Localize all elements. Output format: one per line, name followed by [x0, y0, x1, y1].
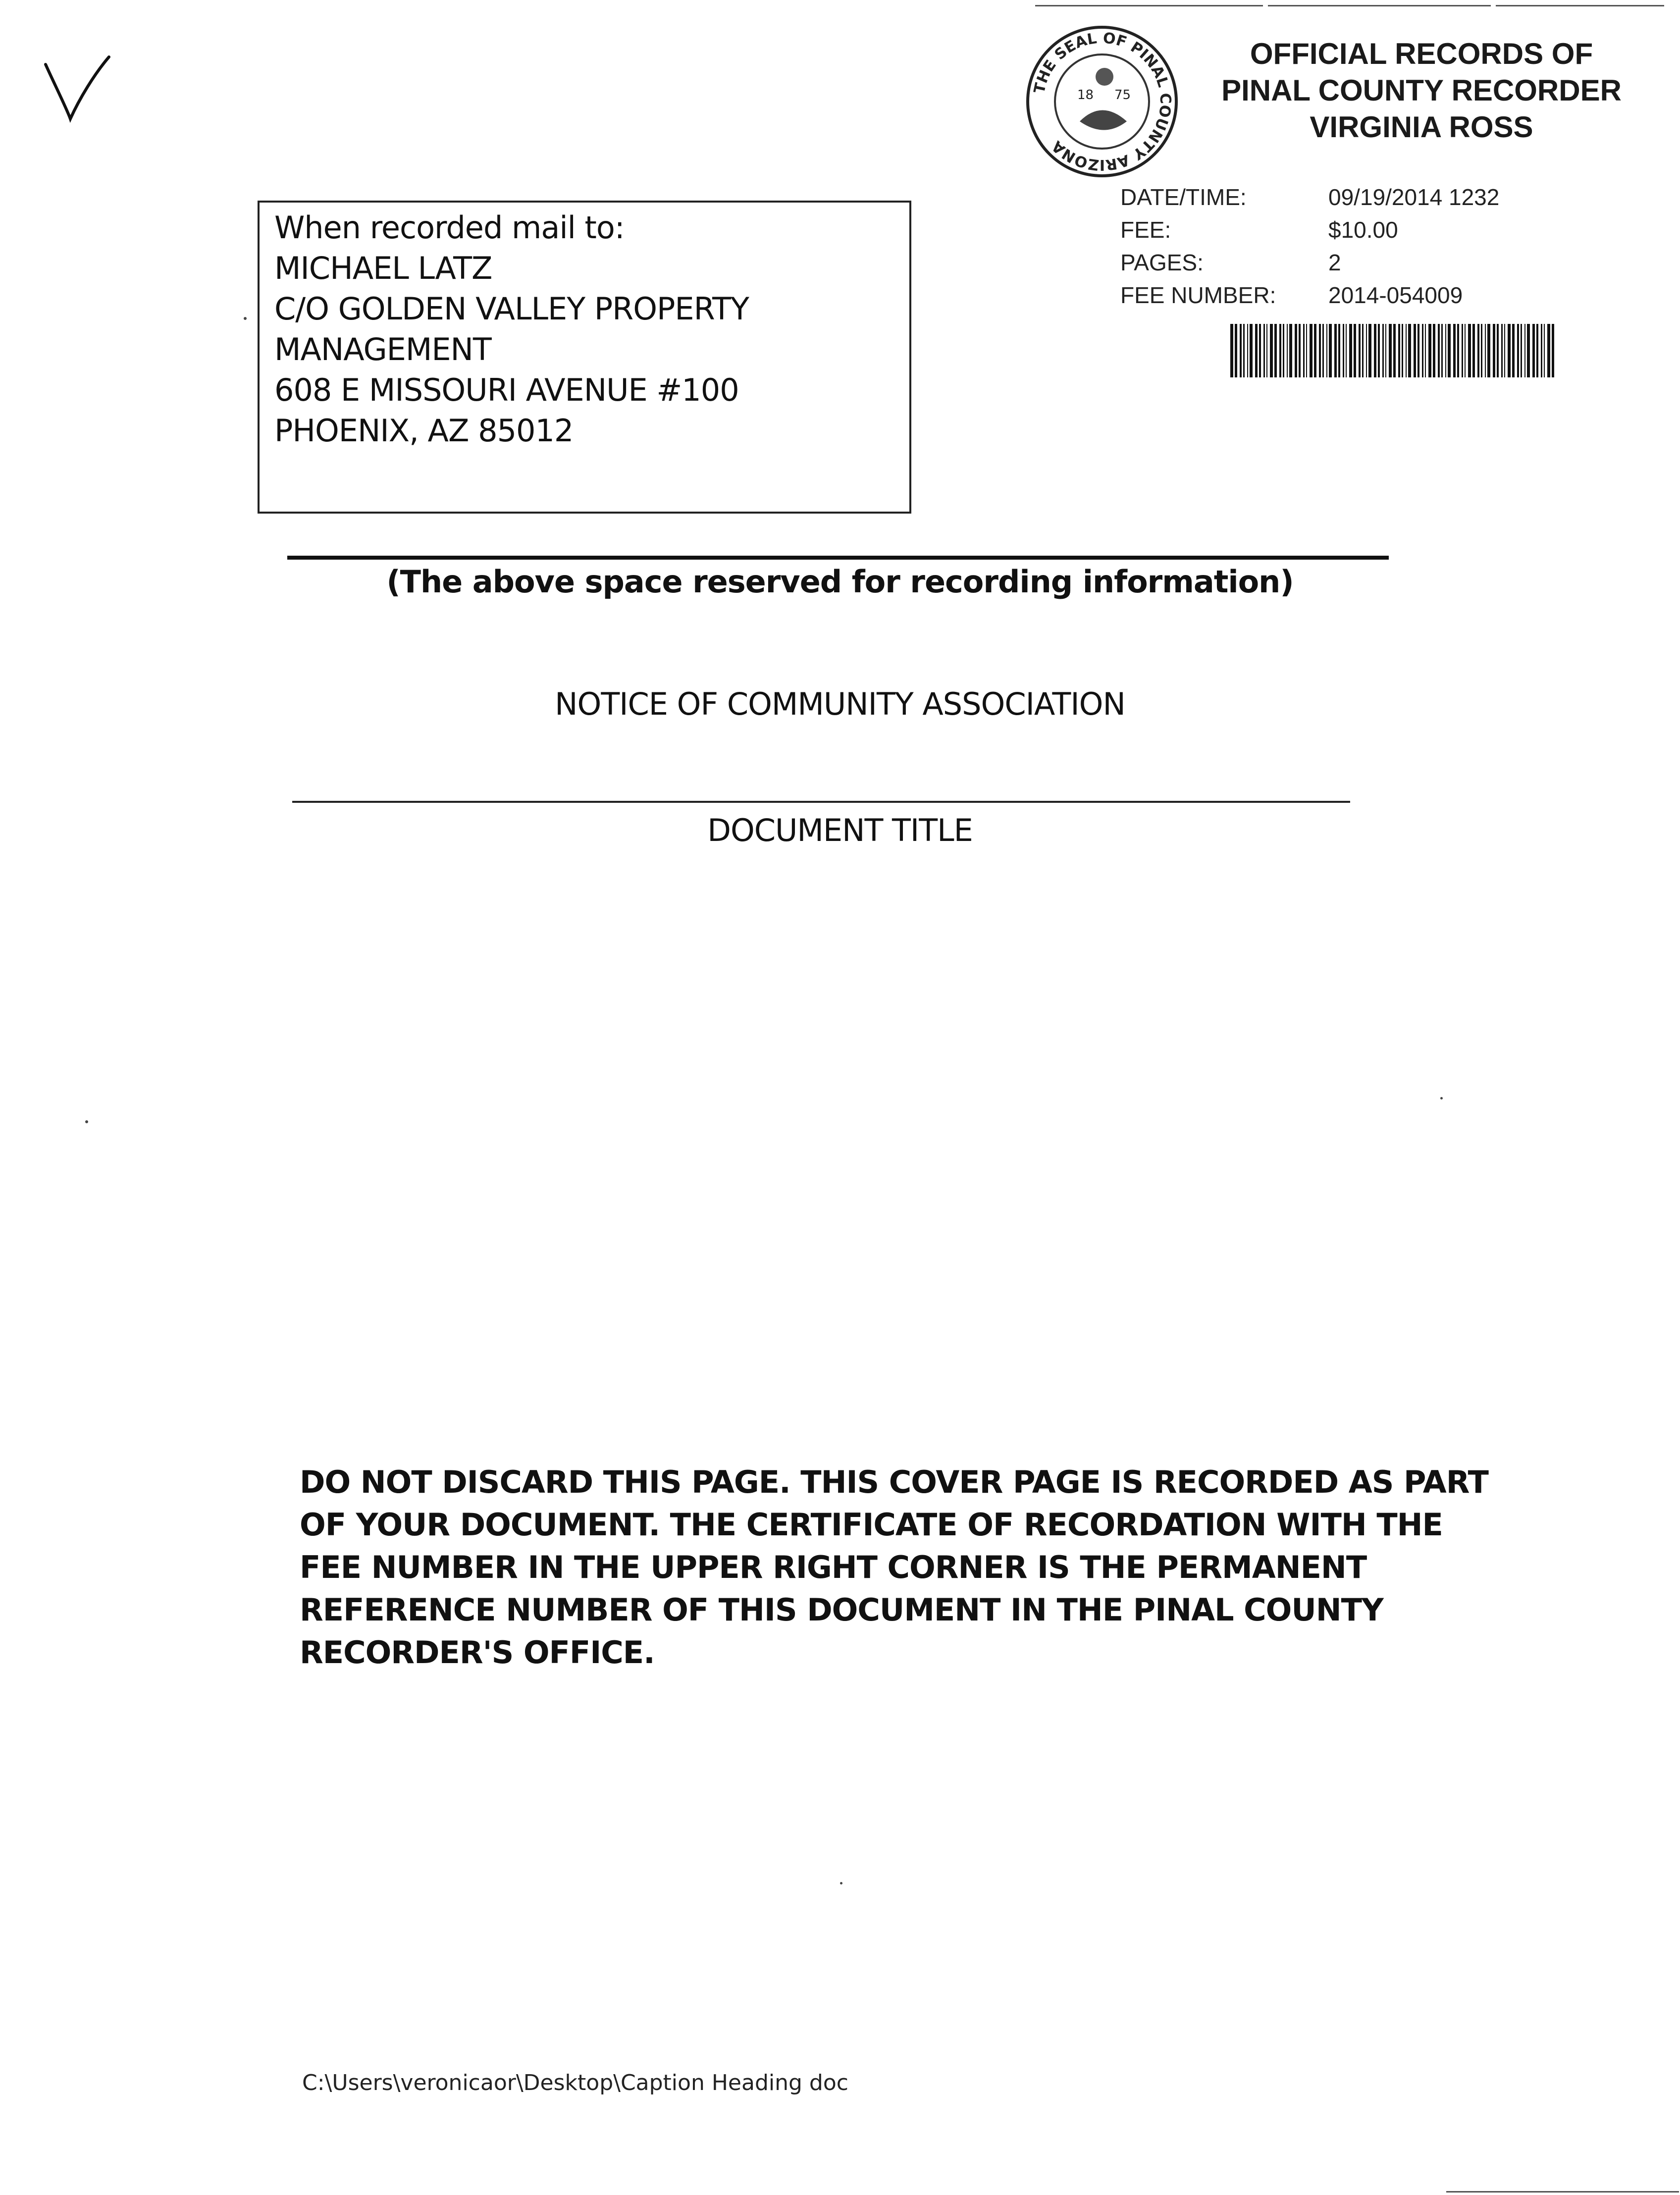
barcode-icon: [1230, 324, 1557, 377]
recording-label: PAGES:: [1120, 250, 1204, 275]
recording-divider: [287, 556, 1389, 560]
title-divider: [292, 801, 1350, 803]
svg-text:THE SEAL OF PINAL COUNTY ARIZO: [1031, 29, 1174, 173]
discard-notice-line: DO NOT DISCARD THIS PAGE. THIS COVER PAGE IS RECORDED AS PART: [300, 1464, 1488, 1500]
recording-value: $10.00: [1328, 217, 1398, 243]
discard-notice-line: FEE NUMBER IN THE UPPER RIGHT CORNER IS THE PERMANENT: [300, 1549, 1367, 1585]
recording-info: [1120, 181, 1499, 312]
discard-notice-line: RECORDER'S OFFICE.: [300, 1634, 655, 1671]
recording-row-fee: [1120, 213, 1499, 246]
top-edge-line: [1268, 5, 1491, 6]
seal-ring-text: THE SEAL OF PINAL COUNTY ARIZONA: [1031, 29, 1174, 174]
discard-notice-line: OF YOUR DOCUMENT. THE CERTIFICATE OF RECORDATION WITH THE: [300, 1507, 1443, 1543]
discard-notice: [300, 1461, 1488, 1674]
recording-value: 09/19/2014 1232: [1328, 184, 1500, 210]
reserved-space-note: (The above space reserved for recording information): [386, 564, 1294, 600]
recording-value: 2014-054009: [1328, 282, 1463, 308]
recording-value: 2: [1328, 250, 1341, 275]
mail-to-line: MANAGEMENT: [274, 331, 491, 367]
recording-row-pages: [1120, 246, 1499, 279]
mail-to-line: 608 E MISSOURI AVENUE #100: [274, 372, 739, 408]
scan-speck: [1440, 1097, 1443, 1099]
scan-speck: [85, 1120, 88, 1123]
scan-speck: [840, 1882, 842, 1884]
mail-to-heading: When recorded mail to:: [274, 209, 625, 246]
notice-title: NOTICE OF COMMUNITY ASSOCIATION: [555, 686, 1125, 722]
scan-speck: [244, 317, 247, 320]
mail-to-line: MICHAEL LATZ: [274, 250, 492, 286]
bottom-edge-line: [1446, 2191, 1679, 2193]
recorder-header: [1208, 36, 1634, 146]
discard-notice-line: REFERENCE NUMBER OF THIS DOCUMENT IN THE PINAL COUNTY: [300, 1592, 1383, 1628]
recorder-line-3: VIRGINIA ROSS: [1310, 110, 1533, 144]
mail-to-box: [258, 201, 911, 514]
handwritten-mark-icon: [40, 50, 114, 124]
recording-label: DATE/TIME:: [1120, 184, 1247, 210]
top-edge-line: [1496, 5, 1664, 6]
seal-year-left: 18: [1077, 88, 1094, 103]
mail-to-line: PHOENIX, AZ 85012: [274, 413, 574, 449]
top-edge-line: [1035, 5, 1263, 6]
recording-label: FEE NUMBER:: [1120, 282, 1276, 308]
recording-label: FEE:: [1120, 217, 1171, 243]
county-seal-icon: [1025, 25, 1179, 178]
footer-file-path: C:\Users\veronicaor\Desktop\Caption Heading doc: [302, 2070, 848, 2095]
recorder-line-2: PINAL COUNTY RECORDER: [1221, 74, 1622, 107]
mail-to-line: C/O GOLDEN VALLEY PROPERTY: [274, 291, 749, 327]
recording-row-datetime: [1120, 181, 1499, 213]
document-title-label: DOCUMENT TITLE: [707, 812, 973, 848]
recorder-line-1: OFFICIAL RECORDS OF: [1250, 37, 1593, 70]
seal-year-right: 75: [1114, 88, 1131, 103]
recording-row-fee-number: [1120, 279, 1499, 312]
